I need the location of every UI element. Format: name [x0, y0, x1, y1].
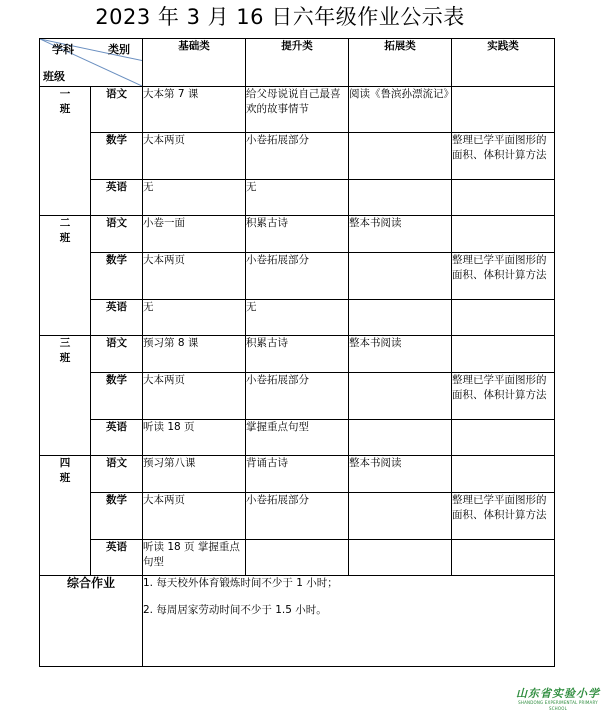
homework-cell: 大本两页 — [143, 493, 246, 540]
table-row — [40, 456, 555, 493]
homework-cell: 整本书阅读 — [349, 336, 452, 373]
homework-cell: 小卷拓展部分 — [246, 133, 349, 180]
homework-cell: 无 — [246, 180, 349, 216]
table-row — [40, 493, 555, 540]
subject-cell: 语文 — [91, 87, 143, 133]
logo-cn-text: 山东省实验小学 — [516, 687, 600, 700]
subject-label: 学科 — [52, 43, 74, 56]
homework-cell: 掌握重点句型 — [246, 420, 349, 456]
category-label: 类别 — [108, 43, 130, 56]
homework-cell: 听读 18 页 掌握重点句型 — [143, 540, 246, 576]
subject-cell: 数学 — [91, 493, 143, 540]
homework-cell: 背诵古诗 — [246, 456, 349, 493]
col-header-extend: 拓展类 — [349, 39, 452, 87]
homework-cell: 大本两页 — [143, 133, 246, 180]
class-name-cell: 一 班 — [40, 87, 91, 216]
table-row — [40, 420, 555, 456]
homework-cell: 整理已学平面图形的面积、体积计算方法 — [452, 253, 555, 300]
homework-cell: 无 — [143, 180, 246, 216]
subject-cell: 语文 — [91, 216, 143, 253]
homework-cell — [452, 216, 555, 253]
table-row — [40, 336, 555, 373]
homework-cell: 给父母说说自己最喜欢的故事情节 — [246, 87, 349, 133]
subject-cell: 数学 — [91, 133, 143, 180]
homework-cell — [452, 87, 555, 133]
header-diagonal-cell — [40, 39, 143, 87]
homework-cell: 预习第八课 — [143, 456, 246, 493]
subject-cell: 语文 — [91, 456, 143, 493]
table-row — [40, 540, 555, 576]
homework-cell: 积累古诗 — [246, 216, 349, 253]
table-row — [40, 300, 555, 336]
homework-table — [39, 38, 555, 667]
homework-cell — [349, 540, 452, 576]
homework-cell — [246, 540, 349, 576]
homework-cell: 小卷一面 — [143, 216, 246, 253]
table-row — [40, 133, 555, 180]
class-label: 班级 — [43, 70, 65, 83]
summary-line: 1. 每天校外体育锻炼时间不少于 1 小时； — [143, 577, 338, 589]
subject-cell: 英语 — [91, 420, 143, 456]
summary-line: 2. 每周居家劳动时间不少于 1.5 小时。 — [143, 604, 327, 616]
homework-cell — [349, 373, 452, 420]
homework-cell: 预习第 8 课 — [143, 336, 246, 373]
homework-cell: 积累古诗 — [246, 336, 349, 373]
homework-cell: 听读 18 页 — [143, 420, 246, 456]
header-row — [40, 39, 555, 87]
homework-cell: 整理已学平面图形的面积、体积计算方法 — [452, 493, 555, 540]
homework-cell: 无 — [246, 300, 349, 336]
subject-cell: 英语 — [91, 540, 143, 576]
logo-en-text: SHANDONG EXPERIMENTAL PRIMARY SCHOOL — [518, 700, 598, 711]
subject-cell: 数学 — [91, 373, 143, 420]
table-row — [40, 216, 555, 253]
homework-cell — [349, 133, 452, 180]
homework-cell — [349, 420, 452, 456]
homework-cell — [452, 336, 555, 373]
homework-cell — [452, 300, 555, 336]
homework-cell — [452, 540, 555, 576]
homework-cell: 小卷拓展部分 — [246, 493, 349, 540]
class-name-cell: 三 班 — [40, 336, 91, 456]
col-header-basic: 基础类 — [143, 39, 246, 87]
subject-cell: 语文 — [91, 336, 143, 373]
class-name-cell: 二 班 — [40, 216, 91, 336]
homework-cell: 小卷拓展部分 — [246, 373, 349, 420]
homework-cell: 阅读《鲁滨孙漂流记》 — [349, 87, 452, 133]
summary-row — [40, 576, 555, 667]
col-header-practice: 实践类 — [452, 39, 555, 87]
homework-cell — [349, 180, 452, 216]
homework-cell — [349, 253, 452, 300]
homework-cell: 整本书阅读 — [349, 216, 452, 253]
table-row — [40, 253, 555, 300]
subject-cell: 数学 — [91, 253, 143, 300]
subject-cell: 英语 — [91, 300, 143, 336]
homework-cell: 大本两页 — [143, 253, 246, 300]
summary-label: 综合作业 — [40, 576, 143, 667]
homework-cell: 无 — [143, 300, 246, 336]
homework-cell — [349, 493, 452, 540]
table-row — [40, 180, 555, 216]
homework-cell: 大本两页 — [143, 373, 246, 420]
table-row — [40, 373, 555, 420]
homework-cell: 整本书阅读 — [349, 456, 452, 493]
col-header-improve: 提升类 — [246, 39, 349, 87]
homework-cell: 整理已学平面图形的面积、体积计算方法 — [452, 373, 555, 420]
homework-cell: 大本第 7 课 — [143, 87, 246, 133]
subject-cell: 英语 — [91, 180, 143, 216]
page-title: 2023 年 3 月 16 日六年级作业公示表 — [95, 5, 465, 29]
table-row — [40, 87, 555, 133]
homework-cell — [452, 180, 555, 216]
homework-cell — [452, 456, 555, 493]
homework-cell — [349, 300, 452, 336]
school-logo — [512, 687, 604, 712]
summary-content — [143, 576, 555, 667]
homework-cell: 小卷拓展部分 — [246, 253, 349, 300]
homework-cell: 整理已学平面图形的面积、体积计算方法 — [452, 133, 555, 180]
class-name-cell: 四 班 — [40, 456, 91, 576]
homework-cell — [452, 420, 555, 456]
